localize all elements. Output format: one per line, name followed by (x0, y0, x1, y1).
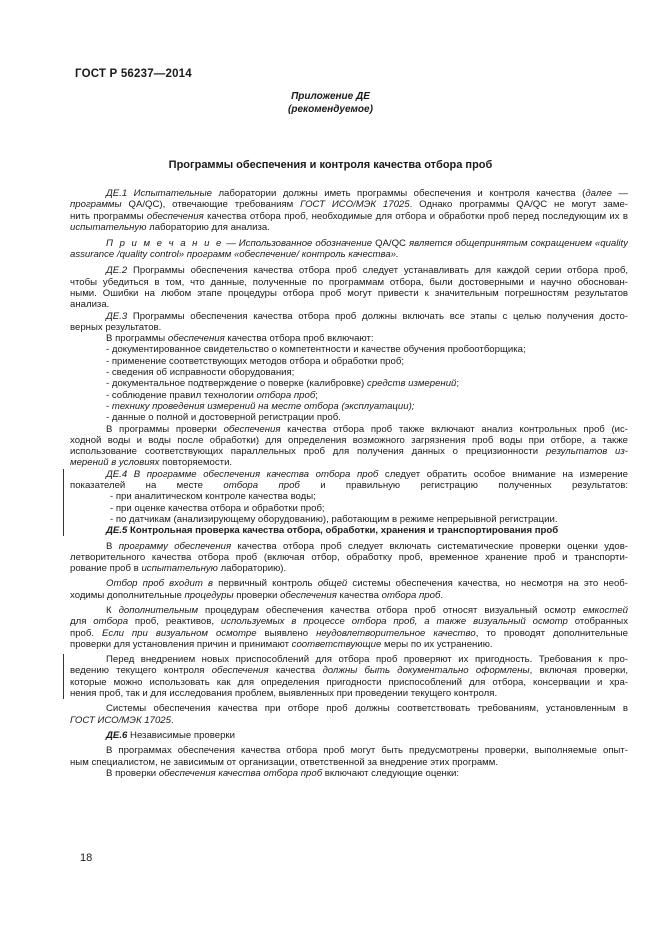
paragraph-line: Системы обеспечения качества при отборе проб должны соответствовать требованиям, установленным в (106, 703, 628, 715)
paragraph-line: Отбор проб входит в первичный контроль общей системы обеспечения качества, но несмотря на это необ- (106, 578, 628, 590)
paragraph-line: ными. Ошибки на любом этапе процедуры отбора проб могут привести к значительным погрешностям результатов (70, 287, 628, 299)
paragraph-line: ведению текущего контроля обеспечения качества должны быть документально оформлены, включая проверки, (70, 665, 628, 677)
list-item: - при аналитическом контроле качества воды; (110, 491, 316, 503)
document-header: ГОСТ Р 56237—2014 (75, 68, 192, 80)
note-line: П р и м е ч а н и е — Использованное обозначение QA/QC является общепринятым сокращением «quality (106, 237, 628, 249)
list-item: - применение соответствующих методов отбора и обработки проб; (106, 355, 404, 367)
paragraph-line: ГОСТ ИСО/МЭК 17025. (70, 714, 174, 726)
list-item: - документированное свидетельство о компетентности и качестве обучения пробоотборщика; (106, 344, 526, 356)
paragraph-line: рование проб в испытательную лабораторию). (70, 563, 287, 575)
paragraph-line: проверки для установления причин и принимают соответствующие меры по их устранению. (70, 638, 493, 650)
paragraph-line: ДЕ.4 В программе обеспечения качества отбора проб следует обратить особое внимание на измерение (106, 468, 628, 480)
paragraph-line: В программах обеспечения качества отбора проб могут быть предусмотрены проверки, выполняемые опыт- (106, 745, 628, 757)
paragraph-line: нения проб, так и для исследования проблем, выявленных при проведении текущего контроля. (70, 688, 498, 700)
paragraph-line: В программу обеспечения качества отбора проб следует включать систематические проверки оценки удов- (106, 540, 628, 552)
revision-bar (63, 654, 64, 699)
paragraph-line: мерений в условиях повторяемости. (70, 457, 233, 469)
paragraph-line: которые можно использовать как для определения пригодности приспособлений для отбора, консервации и хра- (70, 676, 628, 688)
paragraph-line: для отбора проб, реактивов, используемых в процессе отбора проб, а также визуальный осмотр отобранных (70, 616, 628, 628)
list-item: - по датчикам (анализирующему оборудованию), работающим в режиме непрерывной регистрации. (110, 513, 558, 525)
appendix-title: Программы обеспечения и контроля качества отбора проб (168, 159, 493, 171)
paragraph-line: чтобы убедиться в том, что данные, полученные по программам отбора, были достоверными и научно обоснован- (70, 276, 628, 288)
revision-bar (63, 469, 64, 536)
list-item: - технику проведения измерений на месте отбора (эксплуатации); (106, 400, 415, 412)
list-item: - данные о полной и достоверной регистрации проб. (106, 412, 341, 424)
paragraph-line: ДЕ.3 Программы обеспечения качества отбора проб должны включать все этапы с целью получения досто- (106, 310, 628, 322)
paragraph-line: использование соответствующих параллельных проб для получения данных о прецизионности результатов из- (70, 446, 628, 458)
revised-block (70, 468, 628, 525)
list-item: - сведения об исправности оборудования; (106, 367, 295, 379)
list-item: - при оценке качества отбора и обработки проб; (110, 502, 325, 514)
paragraph-line: В проверки обеспечения качества отбора проб включают следующие оценки: (106, 767, 460, 779)
paragraph-line: программы QA/QC), отвечающие требованиям ГОСТ ИСО/МЭК 17025. Однако программы QA/QC не могут заме- (70, 199, 628, 211)
paragraph-line: К дополнительным процедурам обеспечения качества отбора проб относят визуальный осмотр емкостей (106, 604, 628, 616)
revised-block (70, 654, 628, 700)
appendix-status: (рекомендуемое) (288, 104, 373, 115)
paragraph-line: проб. Если при визуальном осмотре выявлено неудовлетворительное качество, то проводят дополнительные (70, 627, 628, 639)
paragraph-line: ным специалистом, не зависимым от организации, ответственной за внедрение этих программ. (70, 756, 499, 768)
paragraph-line: ДЕ.2 Программы обеспечения качества отбора проб следует устанавливать для каждой серии отбора проб, (106, 265, 628, 277)
appendix-label: Приложение ДЕ (291, 91, 370, 102)
section-heading: ДЕ.6 Независимые проверки (106, 729, 235, 741)
paragraph-line: Перед внедрением новых приспособлений для отбора проб проверяют их пригодность. Требования к про- (106, 654, 628, 666)
paragraph-line: В программы обеспечения качества отбора проб включают: (106, 333, 374, 345)
page-number: 18 (80, 852, 93, 864)
paragraph-line: нить программы обеспечения качества отбора проб, необходимые для отбора и обработки проб перед последующим их в испытательную лабораторию для анализа. (70, 210, 628, 233)
document-body (70, 188, 628, 779)
note-line: assurance /quality control» программ «обеспечение/ контроль качества». (70, 249, 399, 261)
paragraph-line: летворительного качества отбора проб (включая отбор, обработку проб, временное хранение проб и транспорти- (70, 551, 628, 563)
list-item: - документальное подтверждение о поверке (калибровке) средств измерений; (106, 378, 460, 390)
paragraph-line: ходной воды и воды после обработки) для определения возможного загрязнения проб воды при отборе, а также (70, 434, 628, 446)
list-item: - соблюдение правил технологии отбора проб; (106, 389, 318, 401)
paragraph-line: анализа. (70, 299, 110, 311)
section-heading: ДЕ.5 Контрольная проверка качества отбора, обработки, хранения и транспортирования проб (106, 525, 559, 537)
paragraph-line: ДЕ.1 Испытательные лаборатории должны иметь программы обеспечения и контроля качества (далее — (106, 188, 628, 199)
paragraph-line: В программы проверки обеспечения качества отбора проб также включают анализ контрольных проб (ис- (106, 423, 628, 435)
paragraph-line: верных результатов. (70, 321, 162, 333)
paragraph-line: ходимы дополнительные процедуры проверки обеспечения качества отбора проб. (70, 589, 444, 601)
paragraph-line: показателей на месте отбора проб и правильную регистрацию полученных результатов: (70, 480, 628, 492)
